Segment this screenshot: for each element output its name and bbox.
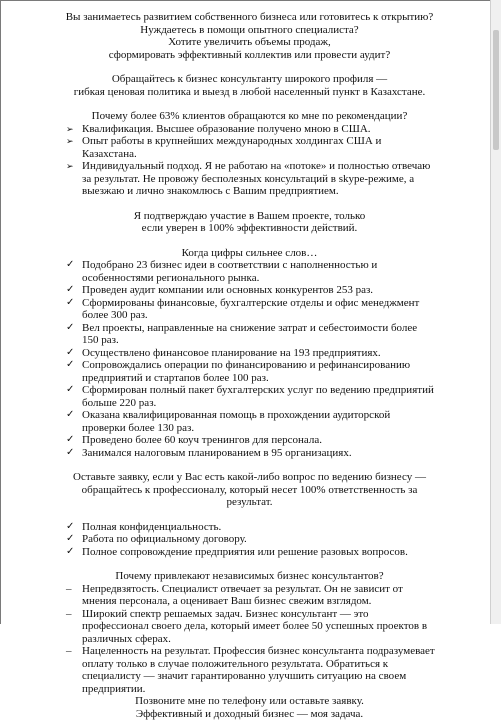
numbers-list (64, 259, 435, 459)
dash-bullet-icon: – (66, 583, 78, 596)
arrow-bullet-icon: ➢ (66, 160, 78, 173)
independent-heading: Почему привлекают независимых бизнес консультантов? (64, 570, 435, 583)
list-item (64, 359, 435, 384)
list-item-text: Нацеленность на результат. Профессия бизнес консультанта подразумевает оплату только в случае положительного результата. Обратиться к специалисту — значит гарантированно улучшить ситуацию на своем предприятии. (82, 645, 435, 695)
list-item-text: Квалификация. Высшее образование получено мною в США. (82, 123, 371, 135)
check-icon: ✓ (66, 284, 78, 297)
offer-paragraph (64, 73, 435, 98)
check-icon: ✓ (66, 533, 78, 546)
list-item (64, 259, 435, 284)
list-item-text: Работа по официальному договору. (82, 533, 247, 545)
list-item-text: Сопровождались операции по финансированию и рефинансированию предприятий и стартапов более 100 раз. (82, 359, 410, 384)
check-icon: ✓ (66, 347, 78, 360)
list-item (64, 608, 435, 646)
intro-line: сформировать эффективный коллектив или провести аудит? (64, 49, 435, 62)
list-item (64, 160, 435, 198)
list-item (64, 546, 435, 559)
why-heading: Почему более 63% клиентов обращаются ко мне по рекомендации? (64, 110, 435, 123)
list-item-text: Полная конфиденциальность. (82, 521, 221, 533)
list-item-text: Непредвзятость. Специалист отвечает за результат. Он не зависит от мнения персонала, а оценивает Ваш бизнес свежим взглядом. (82, 583, 403, 608)
independent-list (64, 583, 435, 696)
closing-line: Позвоните мне по телефону или оставьте заявку. (64, 695, 435, 708)
list-item (64, 322, 435, 347)
list-item-text: Подобрано 23 бизнес идеи в соответствии с наполненностью и особенностями регионального рынка. (82, 259, 377, 284)
request-line: Оставьте заявку, если у Вас есть какой-либо вопрос по ведению бизнесу — (64, 471, 435, 484)
list-item (64, 434, 435, 447)
check-icon: ✓ (66, 447, 78, 460)
participation-line: Я подтверждаю участие в Вашем проекте, только (64, 210, 435, 223)
list-item (64, 447, 435, 460)
list-item (64, 583, 435, 608)
dash-bullet-icon: – (66, 608, 78, 621)
check-icon: ✓ (66, 546, 78, 559)
list-item (64, 521, 435, 534)
list-item-text: Полное сопровождение предприятия или решение разовых вопросов. (82, 546, 408, 558)
list-item-text: Сформирован полный пакет бухгалтерских услуг по ведению предприятий больше 220 раз. (82, 384, 434, 409)
check-icon: ✓ (66, 434, 78, 447)
check-icon: ✓ (66, 322, 78, 335)
arrow-bullet-icon: ➢ (66, 123, 78, 136)
offer-line: Обращайтесь к бизнес консультанту широкого профиля — (64, 73, 435, 86)
list-item (64, 347, 435, 360)
check-icon: ✓ (66, 521, 78, 534)
list-item-text: Индивидуальный подход. Я не работаю на «потоке» и полностью отвечаю за результат. Не провожу бесполезных консультаций в skype-режиме, а выезжаю и лично знакомлюсь с Вашим предприятием. (82, 160, 430, 197)
check-icon: ✓ (66, 359, 78, 372)
numbers-heading: Когда цифры сильнее слов… (64, 247, 435, 260)
check-icon: ✓ (66, 259, 78, 272)
list-item-text: Широкий спектр решаемых задач. Бизнес консультант — это профессионал своего дела, который имеет более 50 успешных проектов в различных сферах. (82, 608, 427, 645)
list-item-text: Проведен аудит компании или основных конкурентов 253 раз. (82, 284, 373, 296)
participation-paragraph (64, 210, 435, 235)
list-item-text: Вел проекты, направленные на снижение затрат и себестоимости более 150 раз. (82, 322, 417, 347)
request-line: обращайтесь к профессионалу, который несет 100% ответственность за результат. (64, 484, 435, 509)
list-item (64, 409, 435, 434)
document-body (64, 11, 435, 720)
list-item-text: Опыт работы в крупнейших международных холдингах США и Казахстана. (82, 135, 381, 160)
dash-bullet-icon: – (66, 645, 78, 658)
page-border-top (0, 0, 501, 1)
page-border-left (0, 0, 1, 624)
list-item-text: Оказана квалифицированная помощь в прохождении аудиторской проверки более 130 раз. (82, 409, 390, 434)
why-list (64, 123, 435, 198)
scrollbar-thumb[interactable] (493, 30, 499, 150)
list-item-text: Занимался налоговым планированием в 95 организациях. (82, 447, 352, 459)
list-item (64, 297, 435, 322)
list-item-text: Сформированы финансовые, бухгалтерские отделы и офис менеджмент более 300 раз. (82, 297, 419, 322)
closing-line: Эффективный и доходный бизнес — моя задача. (64, 708, 435, 720)
arrow-bullet-icon: ➢ (66, 135, 78, 148)
check-icon: ✓ (66, 384, 78, 397)
list-item (64, 384, 435, 409)
participation-line: если уверен в 100% эффективности действий. (64, 222, 435, 235)
request-paragraph (64, 471, 435, 509)
intro-paragraph (64, 11, 435, 61)
intro-line: Нуждаетесь в помощи опытного специалиста? (64, 24, 435, 37)
guarantee-list (64, 521, 435, 559)
closing-paragraph (64, 695, 435, 720)
check-icon: ✓ (66, 297, 78, 310)
list-item (64, 533, 435, 546)
list-item (64, 123, 435, 136)
check-icon: ✓ (66, 409, 78, 422)
list-item-text: Проведено более 60 коуч тренингов для персонала. (82, 434, 322, 446)
vertical-scrollbar[interactable] (490, 0, 501, 624)
list-item (64, 284, 435, 297)
list-item (64, 645, 435, 695)
list-item-text: Осуществлено финансовое планирование на 193 предприятиях. (82, 347, 381, 359)
intro-line: Вы занимаетесь развитием собственного бизнеса или готовитесь к открытию? (64, 11, 435, 24)
list-item (64, 135, 435, 160)
intro-line: Хотите увеличить объемы продаж, (64, 36, 435, 49)
offer-line: гибкая ценовая политика и выезд в любой населенный пункт в Казахстане. (64, 86, 435, 99)
